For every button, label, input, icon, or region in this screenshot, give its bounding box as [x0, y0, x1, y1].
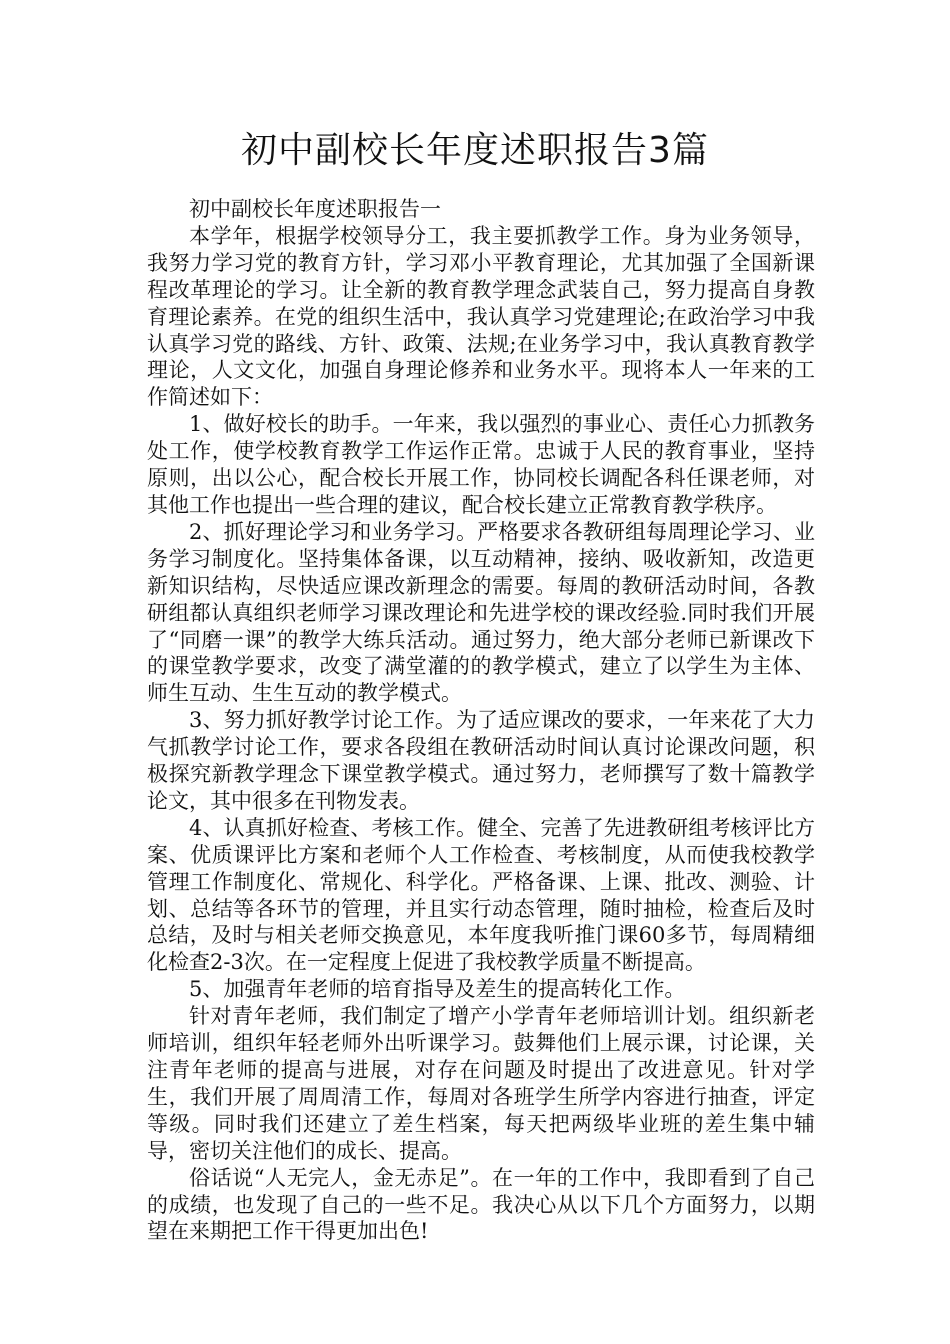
paragraph: 3、努力抓好教学讨论工作。为了适应课改的要求，一年来花了大力气抓教学讨论工作，要求各段组在教研活动时间认真讨论课改问题，积极探究新教学理念下课堂教学模式。通过努力，老师撰写了数十篇教学论文，其中很多在刊物发表。 [147, 708, 815, 813]
paragraph: 针对青年老师，我们制定了增产小学青年老师培训计划。组织新老师培训，组织年轻老师外出听课学习。鼓舞他们上展示课，讨论课，关注青年老师的提高与进展，对存在问题及时提出了改进意见。针对学生，我们开展了周周清工作，每周对各班学生所学内容进行抽查，评定等级。同时我们还建立了差生档案，每天把两级毕业班的差生集中辅导，密切关注他们的成长、提高。 [147, 1004, 815, 1163]
paragraph: 俗话说“人无完人，金无赤足”。在一年的工作中，我即看到了自己的成绩，也发现了自己的一些不足。我决心从以下几个方面努力，以期望在来期把工作干得更加出色! [147, 1165, 815, 1244]
paragraph: 5、加强青年老师的培育指导及差生的提高转化工作。 [189, 977, 686, 1002]
paragraph: 本学年，根据学校领导分工，我主要抓教学工作。身为业务领导，我努力学习党的教育方针，学习邓小平教育理论，尤其加强了全国新课程改革理论的学习。让全新的教育教学理念武装自己，努力提高自身教育理论素养。在党的组织生活中，我认真学习党建理论;在政治学习中我认真学习党的路线、方针、政策、法规;在业务学习中，我认真教育教学理论，人文文化，加强自身理论修养和业务水平。现将本人一年来的工作简述如下： [147, 223, 815, 410]
paragraph: 1、做好校长的助手。一年来，我以强烈的事业心、责任心力抓教务处工作，使学校教育教学工作运作正常。忠诚于人民的教育事业，坚持原则，出以公心，配合校长开展工作，协同校长调配各科任课老师，对其他工作也提出一些合理的建议，配合校长建立正常教育教学秩序。 [147, 412, 815, 517]
paragraph: 4、认真抓好检查、考核工作。健全、完善了先进教研组考核评比方案、优质课评比方案和老师个人工作检查、考核制度，从而使我校教学管理工作制度化、常规化、科学化。严格备课、上课、批改、测验、计划、总结等各环节的管理，并且实行动态管理，随时抽检，检查后及时总结，及时与相关老师交换意见，本年度我听推门课60多节，每周精细化检查2-3次。在一定程度上促进了我校教学质量不断提高。 [147, 815, 815, 975]
section-heading: 初中副校长年度述职报告一 [189, 197, 441, 221]
document-body [147, 196, 815, 1245]
paragraph: 2、抓好理论学习和业务学习。严格要求各教研组每周理论学习、业务学习制度化。坚持集体备课，以互动精神，接纳、吸收新知，改造更新知识结构，尽快适应课改新理念的需要。每周的教研活动时间，各教研组都认真组织老师学习课改理论和先进学校的课改经验.同时我们开展了“同磨一课”的教学大练兵活动。通过努力，绝大部分老师已新课改下的课堂教学要求，改变了满堂灌的的教学模式，建立了以学生为主体、师生互动、生生互动的教学模式。 [147, 519, 815, 706]
document-title: 初中副校长年度述职报告3篇 [241, 130, 709, 171]
